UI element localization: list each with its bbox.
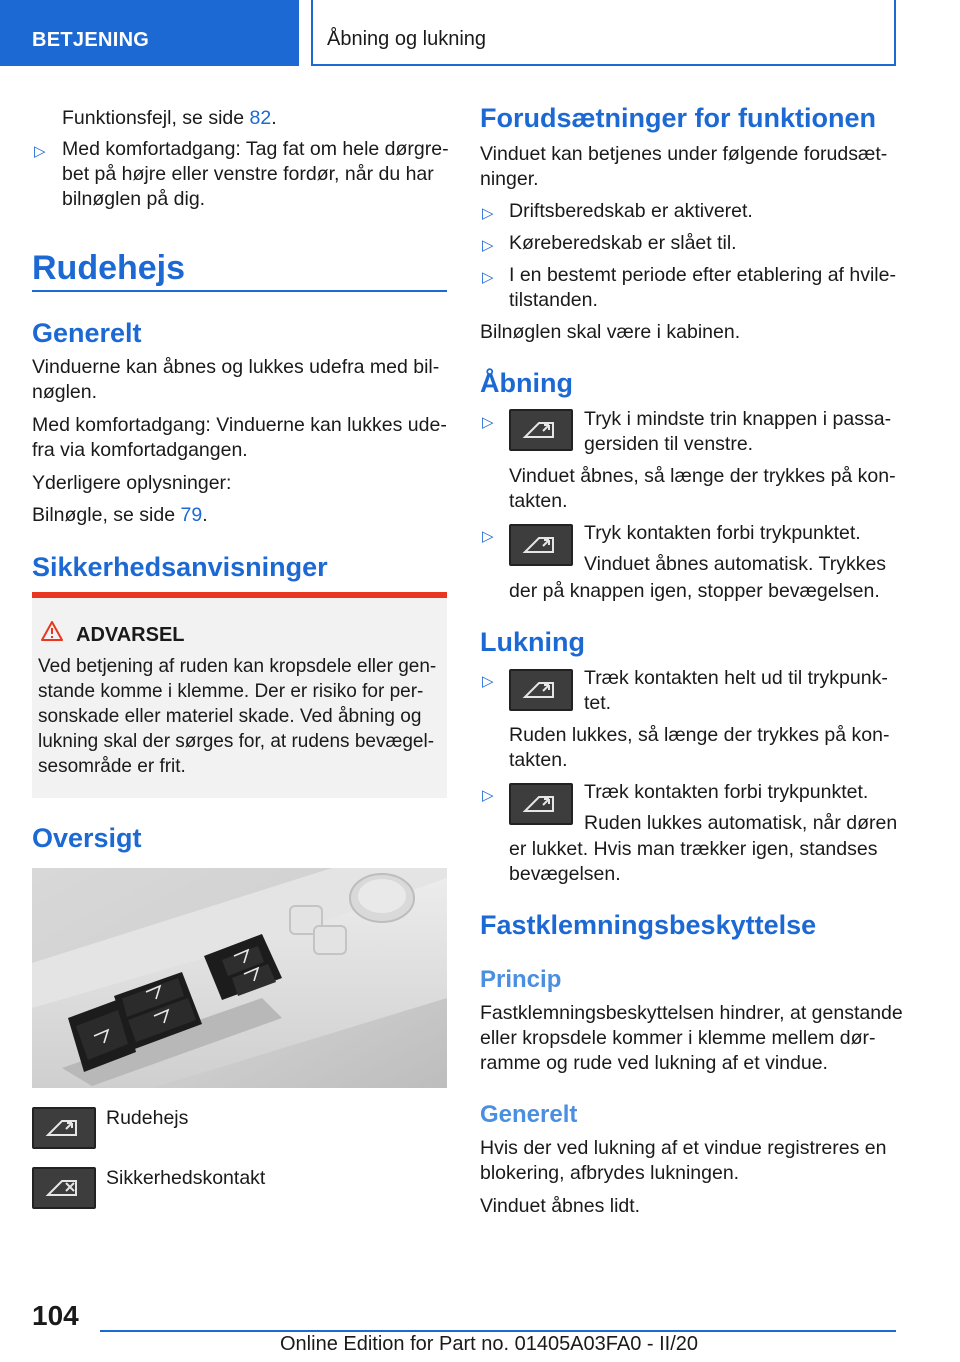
heading-rule — [32, 290, 447, 292]
aabning-step-1-head: Tryk i mindste trin knappen i passa- gersiden til venstre. — [584, 408, 892, 455]
forud-bullet-2: Køreberedskab er slået til. — [509, 232, 737, 254]
heading-lukning: Lukning — [480, 627, 585, 657]
aabning-step-2-head: Tryk kontakten forbi trykpunktet. Vinduet åbnes automatisk. Trykkes — [584, 522, 887, 575]
generelt-paragraph-4: Bilnøgle, se side 79. — [32, 504, 208, 526]
lukning-step-2-head: Træk kontakten forbi trykpunktet. Ruden lukkes automatisk, når døren — [584, 781, 898, 834]
bullet-triangle-icon: ▷ — [482, 787, 494, 804]
aabning-step-1-rest: Vinduet åbnes, så længe der trykkes på kon- takten. — [509, 465, 896, 512]
footer-edition: Online Edition for Part no. 01405A03FA0 - II/20 — [280, 1333, 699, 1355]
heading-oversigt: Oversigt — [32, 823, 142, 853]
window-switch-icon — [509, 669, 573, 711]
window-switch-icon — [509, 783, 573, 825]
window-switch-icon — [509, 409, 573, 451]
forud-bullet-3: I en bestemt periode efter etablering af hvile- tilstanden. — [509, 264, 896, 311]
heading-generelt-2: Generelt — [480, 1101, 578, 1128]
bullet-triangle-icon: ▷ — [482, 528, 494, 545]
heading-fastklemningsbeskyttelse: Fastklemningsbeskyttelse — [480, 910, 817, 940]
heading-sikkerhedsanvisninger: Sikkerhedsanvisninger — [32, 552, 328, 582]
forud-bullet-1: Driftsberedskab er aktiveret. — [509, 200, 753, 222]
window-switch-icon — [32, 1107, 96, 1149]
header-section-label: BETJENING — [32, 29, 150, 51]
warning-text: Ved betjening af ruden kan kropsdele eller gen- stande komme i klemme. Der er risiko for per- sonskade eller materiel skade. Ved åbning og lukning skal der sørges for, at rudens bevægel- sesområde er frit. — [38, 656, 437, 777]
bullet-triangle-icon: ▷ — [34, 143, 46, 160]
bullet-triangle-icon: ▷ — [482, 673, 494, 690]
heading-rudehejs: Rudehejs — [32, 249, 186, 287]
warning-triangle-icon — [40, 620, 64, 642]
warning-label: ADVARSEL — [76, 624, 185, 646]
page-number: 104 — [32, 1300, 79, 1331]
generelt-paragraph-2: Med komfortadgang: Vinduerne kan lukkes ude- fra via komfortadgangen. — [32, 414, 447, 461]
aabning-step-2-rest: der på knappen igen, stopper bevægelsen. — [509, 580, 880, 602]
princip-paragraph: Fastklemningsbeskyttelsen hindrer, at genstande eller kropsdele kommer i klemme mellem dør- ramme og rude ved lukning af et vindue. — [480, 1002, 903, 1074]
forudsaetninger-paragraph: Vinduet kan betjenes under følgende forudsæt- ninger. — [480, 143, 888, 190]
heading-generelt: Generelt — [32, 318, 142, 348]
heading-forudsaetninger: Forudsætninger for funktionen — [480, 103, 876, 133]
generelt-paragraph-3: Yderligere oplysninger: — [32, 472, 232, 494]
generelt-2-paragraph: Hvis der ved lukning af et vindue registreres en blokering, afbrydes lukningen. — [480, 1137, 887, 1184]
header-title: Åbning og lukning — [327, 28, 487, 50]
lukning-step-1-rest: Ruden lukkes, så længe der trykkes på kon- takten. — [509, 724, 890, 771]
continuation-line: Funktionsfejl, se side 82. — [62, 107, 277, 129]
legend-label-sikkerhedskontakt: Sikkerhedskontakt — [106, 1167, 266, 1189]
lukning-step-2-rest: er lukket. Hvis man trækker igen, standses bevægelsen. — [509, 838, 878, 885]
lukning-step-1-head: Træk kontakten helt ud til trykpunk- tet. — [584, 667, 888, 714]
heading-princip: Princip — [480, 966, 562, 993]
generelt-2-paragraph-2: Vinduet åbnes lidt. — [480, 1195, 641, 1217]
bullet-triangle-icon: ▷ — [482, 269, 494, 286]
comfort-access-bullet: Med komfortadgang: Tag fat om hele dørgre- bet på højre eller venstre fordør, når du har bilnøglen på dig. — [62, 138, 449, 210]
safety-switch-icon — [32, 1167, 96, 1209]
page-link-79[interactable]: 79 — [180, 504, 203, 526]
bullet-triangle-icon: ▷ — [482, 414, 494, 431]
legend-label-rudehejs: Rudehejs — [106, 1107, 189, 1129]
page-link-82[interactable]: 82 — [249, 107, 272, 129]
header-section-tab — [0, 0, 299, 66]
generelt-paragraph-1: Vinduerne kan åbnes og lukkes udefra med bil- nøglen. — [32, 356, 440, 403]
window-switch-panel-photo — [32, 868, 447, 1088]
footer-rule — [100, 1330, 896, 1332]
bullet-triangle-icon: ▷ — [482, 237, 494, 254]
forud-paragraph-2: Bilnøglen skal være i kabinen. — [480, 321, 741, 343]
warning-box — [32, 592, 447, 798]
header-title-box — [311, 0, 896, 66]
heading-aabning: Åbning — [480, 368, 573, 398]
window-switch-icon — [509, 524, 573, 566]
bullet-triangle-icon: ▷ — [482, 205, 494, 222]
